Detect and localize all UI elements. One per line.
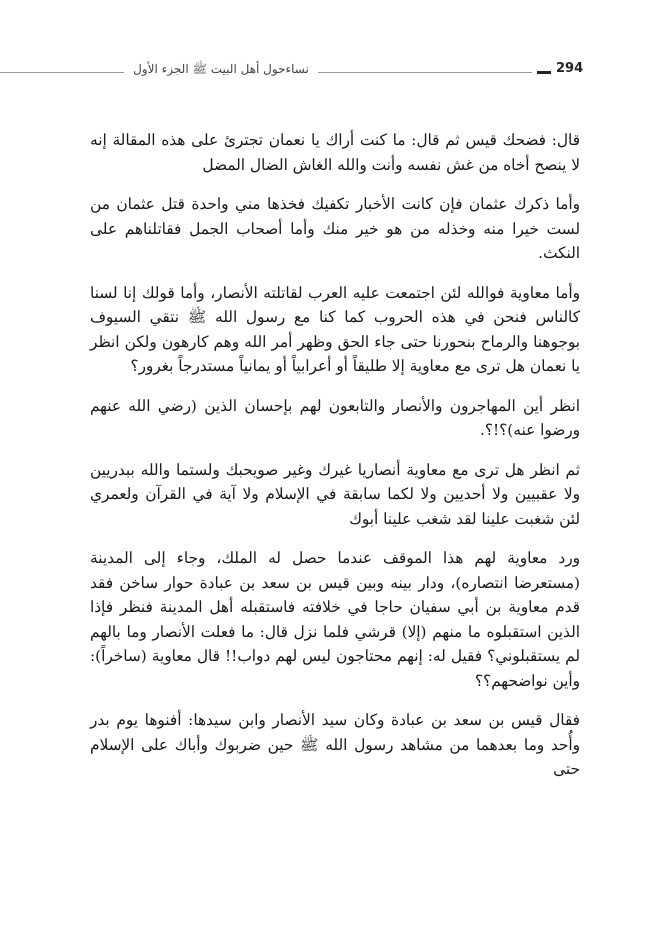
page-body — [90, 128, 580, 797]
header-rule-right — [318, 72, 532, 73]
running-header — [0, 60, 669, 84]
page-number: 294 — [556, 61, 584, 76]
paragraph-4: انظر أين المهاجرون والأنصار والتابعون لهم بإحسان الذين (رضي الله عنهم ورضوا عنه)؟!؟. — [90, 396, 580, 439]
paragraph-6: ورد معاوية لهم هذا الموقف عندما حصل له الملك، وجاء إلى المدينة (مستعرضا انتصاره)، ودار بينه وبين قيس بن سعد بن عبادة حوار ساخن فقد قدم معاوية بن أبي سفيان حاجا في خلافته فاستقبله أهل المدينة فنظر فإذا الذين استقبلوه ما منهم (إلا) قرشي فلما نزل قال: ما فعلت الأنصار وما بالهم لم يستقبلوني؟ فقيل له: إنهم محتاجون ليس لهم دواب!! قال معاوية (ساخراً): وأين نواضحهم؟؟ — [90, 549, 580, 690]
header-title: نساءحول أهل البيت ﷺ الجزء الأول — [133, 62, 309, 76]
header-dash — [537, 71, 551, 74]
paragraph-2: وأما ذكرك عثمان فإن كانت الأخبار تكفيك فخذها مني واحدة قتل عثمان من لست خيرا منه وخذله من هو خير منك وأما أصحاب الجمل فقاتلناهم على النكث. — [90, 195, 580, 262]
paragraph-1: قال: فضحك قيس ثم قال: ما كنت أراك يا نعمان تجترئ على هذه المقالة إنه لا ينصح أخاه من غش نفسه وأنت والله الغاش الضال المضل — [90, 131, 580, 174]
header-rule-left — [0, 72, 124, 73]
paragraph-5: ثم انظر هل ترى مع معاوية أنصاريا غيرك وغير صويحبك ولستما والله ببدريين ولا عقبيين ولا أحديين ولا لكما سابقة في الإسلام ولا آية في القرآن ولعمري لئن شغبت علينا لقد شغب علينا أبوك — [90, 460, 580, 528]
paragraph-3: وأما معاوية فوالله لئن اجتمعت عليه العرب لقاتلته الأنصار، وأما قولك إنا لسنا كالناس فنحن في هذه الحروب كما كنا مع رسول الله ﷺ نتقي السيوف بوجوهنا والرماح بنحورنا حتى جاء الحق وظهر أمر الله وهم كارهون ولكن انظر يا نعمان هل ترى مع معاوية إلا طليقاً أو أعرابياً أو يمانياً مستدرجاً بغرور؟ — [90, 283, 580, 375]
paragraph-7: فقال قيس بن سعد بن عبادة وكان سيد الأنصار وابن سيدها: أفنوها يوم بدر وأُحد وما بعدهما من مشاهد رسول الله ﷺ حين ضربوك وأباك على الإسلام حتى — [90, 711, 580, 778]
